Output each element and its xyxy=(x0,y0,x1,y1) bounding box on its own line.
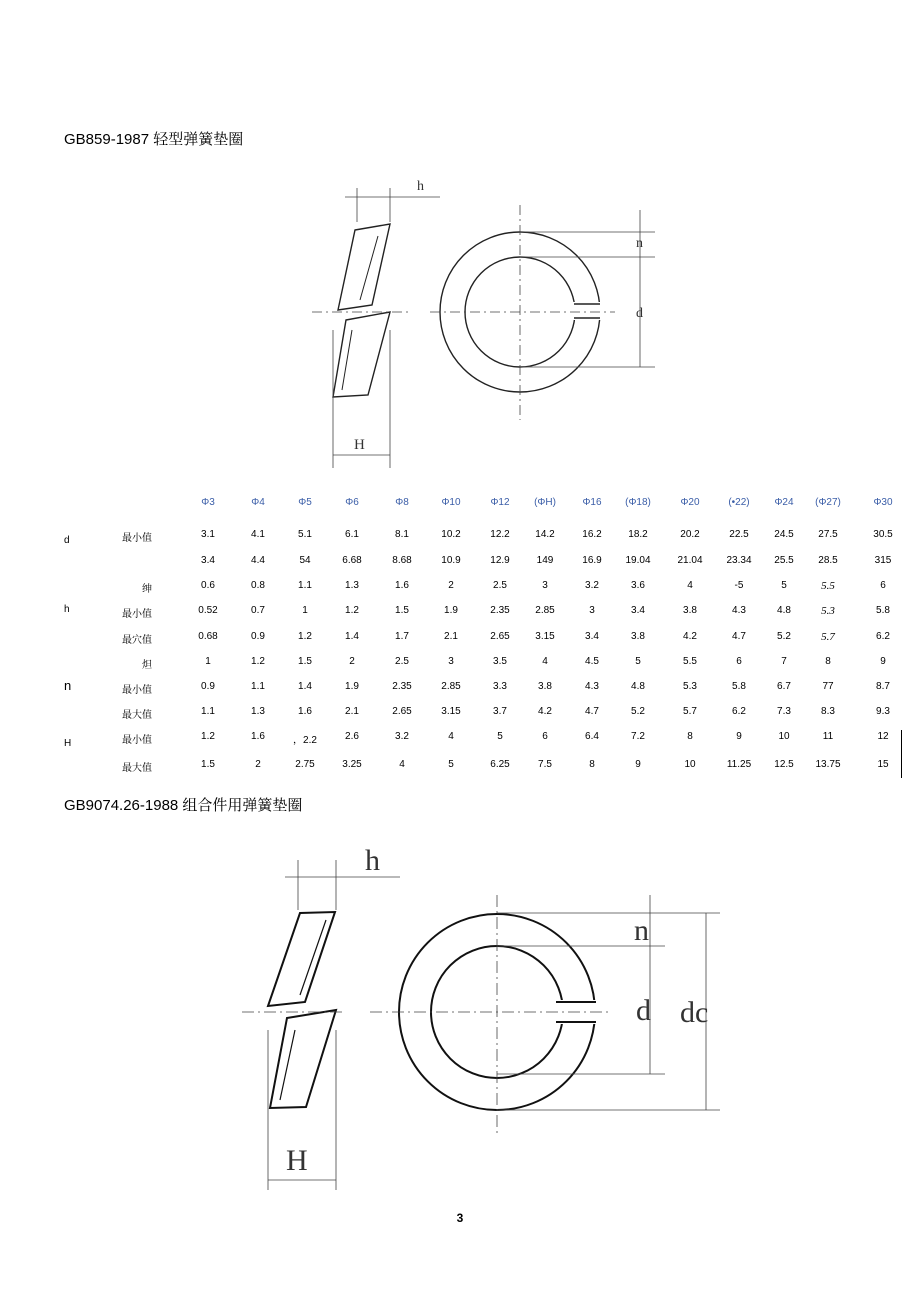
table-cell: 4.7 xyxy=(585,706,599,717)
column-header: (•22) xyxy=(728,497,750,508)
table-cell: 4.7 xyxy=(732,631,746,642)
row-label: 最小值 xyxy=(122,533,152,544)
table-cell: 2.5 xyxy=(395,656,409,667)
table-cell: 7.5 xyxy=(538,759,552,770)
table-cell: 21.04 xyxy=(677,555,703,566)
table-cell: 5.5 xyxy=(821,580,835,592)
column-header: Φ6 xyxy=(345,497,359,508)
table-cell: 2.85 xyxy=(535,605,555,616)
table-cell: 19.04 xyxy=(625,555,651,566)
table-cell: 1.4 xyxy=(298,681,312,692)
table-cell: 28.5 xyxy=(818,555,838,566)
table-cell: 8 xyxy=(687,731,693,742)
table-cell: 3.25 xyxy=(342,759,362,770)
table-cell: 4 xyxy=(687,580,693,591)
column-header: Φ5 xyxy=(298,497,312,508)
table-cell: 3.4 xyxy=(201,555,215,566)
table-cell: 6 xyxy=(880,580,886,591)
column-header: Φ10 xyxy=(441,497,461,508)
table-cell: 1.3 xyxy=(251,706,265,717)
table-cell: 1 xyxy=(302,605,308,616)
table-cell: 16.9 xyxy=(582,555,602,566)
column-header: (Φ27) xyxy=(815,497,841,508)
table-cell: 3.4 xyxy=(585,631,599,642)
table-cell: 4.3 xyxy=(732,605,746,616)
table-cell: 5 xyxy=(635,656,641,667)
column-header: Φ16 xyxy=(582,497,602,508)
table-cell: 4.4 xyxy=(251,555,265,566)
row-label: 最小值 xyxy=(122,685,152,696)
fig2-h-label: h xyxy=(365,844,380,877)
table-cell: 4.8 xyxy=(777,605,791,616)
table-cell: 3.8 xyxy=(683,605,697,616)
table-cell: 1.6 xyxy=(395,580,409,591)
table-cell: 5.3 xyxy=(821,605,835,617)
table-cell: 3.1 xyxy=(201,529,215,540)
table-cell: 1.1 xyxy=(251,681,265,692)
fig1-n-label: n xyxy=(636,236,643,251)
fig2-H-label: H xyxy=(286,1144,308,1177)
table-cell: 6 xyxy=(542,731,548,742)
table-cell: 27.5 xyxy=(818,529,838,540)
table-cell: 22.5 xyxy=(729,529,749,540)
table-cell: 3.4 xyxy=(631,605,645,616)
table-cell: 8 xyxy=(825,656,831,667)
row-label: 最小值 xyxy=(122,609,152,620)
table-cell: 6.2 xyxy=(876,631,890,642)
table-cell: 10.9 xyxy=(441,555,461,566)
table-cell: 8.7 xyxy=(876,681,890,692)
column-header: Φ12 xyxy=(490,497,510,508)
column-header: Φ30 xyxy=(873,497,893,508)
table-cell: 12.5 xyxy=(774,759,794,770)
table-cell: 77 xyxy=(822,681,834,692)
table-cell: 1.9 xyxy=(444,605,458,616)
table-cell: 1.1 xyxy=(298,580,312,591)
table-cell: 315 xyxy=(874,555,892,566)
row-label: 最小值 xyxy=(122,735,152,746)
column-header: Φ20 xyxy=(680,497,700,508)
table-cell: 4 xyxy=(448,731,454,742)
table-cell: 0.68 xyxy=(198,631,218,642)
table-cell: 149 xyxy=(536,555,554,566)
table-cell: 5.5 xyxy=(683,656,697,667)
table-cell: 8.3 xyxy=(821,706,835,717)
table-cell: 1.5 xyxy=(395,605,409,616)
table-cell: 6.1 xyxy=(345,529,359,540)
table-cell: 18.2 xyxy=(628,529,648,540)
table-cell: 8.68 xyxy=(392,555,412,566)
table-cell: 5.7 xyxy=(821,631,835,643)
table-cell: 6.4 xyxy=(585,731,599,742)
table-cell: 54 xyxy=(299,555,311,566)
table-cell: 2 xyxy=(349,656,355,667)
fig1-h-label: h xyxy=(417,179,424,194)
table-cell: 3.15 xyxy=(441,706,461,717)
table-cell: 2.65 xyxy=(490,631,510,642)
table-cell: 6.7 xyxy=(777,681,791,692)
page-number: 3 xyxy=(456,1211,464,1225)
table-cell: 3 xyxy=(448,656,454,667)
table-cell: 1.9 xyxy=(345,681,359,692)
table-cell: 16.2 xyxy=(582,529,602,540)
row-label: 最大值 xyxy=(122,710,152,721)
column-header: Φ3 xyxy=(201,497,215,508)
table-cell: -5 xyxy=(734,580,744,591)
table-cell: 1.5 xyxy=(201,759,215,770)
table-cell: 12 xyxy=(877,731,889,742)
table-cell: 5 xyxy=(448,759,454,770)
table-cell: 3.7 xyxy=(493,706,507,717)
table-cell: 3.8 xyxy=(631,631,645,642)
table-cell: 12.2 xyxy=(490,529,510,540)
table-cell: 5.7 xyxy=(683,706,697,717)
table-cell: 1.2 xyxy=(201,731,215,742)
fig2-dc-label: dc xyxy=(680,996,709,1029)
section-1-title: GB859-1987 轻型弹簧垫圈 xyxy=(64,131,244,148)
table-cell: ，2.2 xyxy=(293,735,317,746)
table-cell: 3 xyxy=(589,605,595,616)
table-cell: 2.85 xyxy=(441,681,461,692)
table-cell: 2.5 xyxy=(493,580,507,591)
fig2-d-label: d xyxy=(636,994,651,1027)
table-cell: 2.1 xyxy=(345,706,359,717)
table-cell: 2.1 xyxy=(444,631,458,642)
table-cell: 13.75 xyxy=(815,759,841,770)
table-cell: 2.75 xyxy=(295,759,315,770)
group-label-n: n xyxy=(64,678,72,693)
table-cell: 3.5 xyxy=(493,656,507,667)
table-cell: 30.5 xyxy=(873,529,893,540)
table-cell: 1.2 xyxy=(345,605,359,616)
table-cell: 4.8 xyxy=(631,681,645,692)
group-label-H: H xyxy=(64,738,72,749)
table-cell: 10.2 xyxy=(441,529,461,540)
table-cell: 6.2 xyxy=(732,706,746,717)
table-cell: 6.25 xyxy=(490,759,510,770)
table-cell: 1.1 xyxy=(201,706,215,717)
group-label-h: h xyxy=(64,604,70,615)
table-cell: 8 xyxy=(589,759,595,770)
table-cell: 23.34 xyxy=(726,555,752,566)
table-cell: 1.2 xyxy=(251,656,265,667)
table-cell: 7 xyxy=(781,656,787,667)
column-header: Φ24 xyxy=(774,497,794,508)
column-header: Φ4 xyxy=(251,497,265,508)
table-cell: 15 xyxy=(877,759,889,770)
table-cell: 24.5 xyxy=(774,529,794,540)
table-cell: 7.2 xyxy=(631,731,645,742)
table-cell: 14.2 xyxy=(535,529,555,540)
table-cell: 1 xyxy=(205,656,211,667)
table-cell: 11 xyxy=(822,731,834,742)
row-label: 绅 xyxy=(142,584,152,595)
table-cell: 0.9 xyxy=(251,631,265,642)
fig1-H-label: H xyxy=(354,437,365,453)
table-cell: 2.6 xyxy=(345,731,359,742)
table-cell: 9 xyxy=(880,656,886,667)
table-cell: 3 xyxy=(542,580,548,591)
table-cell: 5.8 xyxy=(876,605,890,616)
table-cell: 3.3 xyxy=(493,681,507,692)
table-cell: 0.7 xyxy=(251,605,265,616)
table-cell: 5 xyxy=(497,731,503,742)
table-cell: 0.9 xyxy=(201,681,215,692)
table-cell: 2 xyxy=(448,580,454,591)
table-cell: 9 xyxy=(736,731,742,742)
table-cell: 10 xyxy=(684,759,696,770)
table-cell: 25.5 xyxy=(774,555,794,566)
table-cell: 3.6 xyxy=(631,580,645,591)
table-cell: 1.6 xyxy=(251,731,265,742)
table-cell: 5.2 xyxy=(631,706,645,717)
table-cell: 5.2 xyxy=(777,631,791,642)
table-cell: 4 xyxy=(542,656,548,667)
table-cell: 4.2 xyxy=(683,631,697,642)
row-label: 最穴值 xyxy=(122,635,152,646)
table-cell: 1.4 xyxy=(345,631,359,642)
table-cell: 5 xyxy=(781,580,787,591)
table-cell: 4.1 xyxy=(251,529,265,540)
table-cell: 3.2 xyxy=(585,580,599,591)
column-header: Φ8 xyxy=(395,497,409,508)
fig1-d-label: d xyxy=(636,306,643,321)
table-cell: 6 xyxy=(736,656,742,667)
table-cell: 9.3 xyxy=(876,706,890,717)
fig2-n-label: n xyxy=(634,914,649,947)
table-cell: 2 xyxy=(255,759,261,770)
table-cell: 0.52 xyxy=(198,605,218,616)
table-cell: 2.35 xyxy=(490,605,510,616)
table-cell: 1.6 xyxy=(298,706,312,717)
table-cell: 3.8 xyxy=(538,681,552,692)
table-cell: 0.6 xyxy=(201,580,215,591)
table-cell: 0.8 xyxy=(251,580,265,591)
table-cell: 1.2 xyxy=(298,631,312,642)
table-cell: 10 xyxy=(778,731,790,742)
column-header: (ΦH) xyxy=(534,497,556,508)
group-label-d: d xyxy=(64,535,70,546)
table-cell: 9 xyxy=(635,759,641,770)
row-label: 炟 xyxy=(142,660,152,671)
table-cell: 12.9 xyxy=(490,555,510,566)
table-cell: 2.65 xyxy=(392,706,412,717)
column-header: (Φ18) xyxy=(625,497,651,508)
table-cell: 4 xyxy=(399,759,405,770)
table-cell: 5.3 xyxy=(683,681,697,692)
table-cell: 4.5 xyxy=(585,656,599,667)
table-cell: 4.2 xyxy=(538,706,552,717)
table-cell: 11.25 xyxy=(726,759,752,770)
section-2-title: GB9074.26-1988 组合件用弹簧垫圈 xyxy=(64,797,303,814)
table-cell: 3.15 xyxy=(535,631,555,642)
washer2-side-lower xyxy=(270,1010,336,1108)
table-cell: 5.1 xyxy=(298,529,312,540)
table-cell: 6.68 xyxy=(342,555,362,566)
table-cell: 1.7 xyxy=(395,631,409,642)
table-cell: 1.5 xyxy=(298,656,312,667)
table-cell: 4.3 xyxy=(585,681,599,692)
table-cell: 1.3 xyxy=(345,580,359,591)
table-cell: 8.1 xyxy=(395,529,409,540)
table-cell: 20.2 xyxy=(680,529,700,540)
table-cell: 2.35 xyxy=(392,681,412,692)
table-cell: 3.2 xyxy=(395,731,409,742)
row-label: 最大值 xyxy=(122,763,152,774)
table-cell: 5.8 xyxy=(732,681,746,692)
table-cell: 7.3 xyxy=(777,706,791,717)
